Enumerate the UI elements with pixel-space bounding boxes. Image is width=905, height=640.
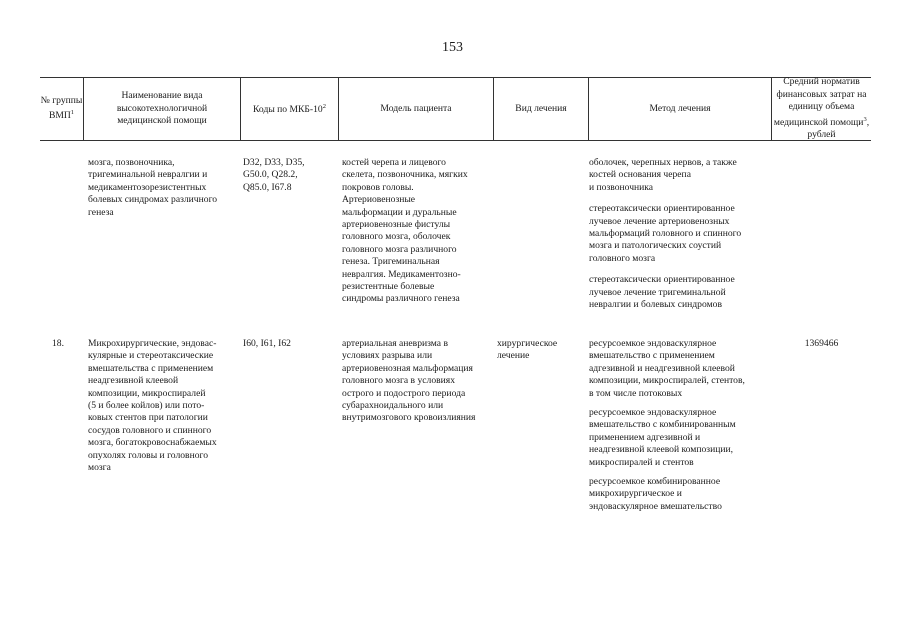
- row18-cost: 1369466: [804, 338, 839, 349]
- header-patient-model: Модель пациента: [380, 102, 452, 114]
- page-number: 153: [442, 40, 463, 55]
- header-icd-codes: Коды по МКБ-$10^2$: [253, 103, 326, 116]
- row18-treatment-methods: [589, 338, 779, 513]
- table-header-bottom-rule: [40, 140, 871, 141]
- method-item: ресурсоемкое эндоваскулярное вмешательство с комбинированным применением адгезивной и неадгезивной клеевой композиции, микроспиралей и стентов: [589, 407, 736, 468]
- row18-treatment-type: хирургическое лечение: [497, 338, 558, 362]
- cont-care-name: мозга, позвоночника, тригеминальной невралгии и медикаментозорезистентных болевых синдромах различного генеза: [88, 157, 218, 218]
- cont-icd-codes: D32, D33, D35, G50.0, Q28.2, Q85.0, I67.8: [243, 157, 305, 193]
- row18-care-name: Микрохирургические, эндовас- кулярные и стереотаксические вмешательства с применением неадгезивной клеевой композиции, микроспиралей (5 и более койлов) или пото- ковых стентов при патологии сосудов головного и спинного мозга, богатокровоснабжаемых опухолях головы и головного мозга: [88, 338, 217, 474]
- header-care-name: Наименование вида высокотехнологичной медицинской помощи: [116, 90, 208, 127]
- method-item: ресурсоемкое комбинированное микрохирургическое и эндоваскулярное вмешательство: [589, 476, 722, 512]
- row18-patient-model: артериальная аневризма в условиях разрыва или артериовенозная мальформация головного мозга в условиях острого и подострого периода субарахноидального или внутримозгового кровоизлияния: [342, 338, 476, 424]
- method-item: стереотаксически ориентированное лучевое лечение тригеминальной невралгии и болевых синдромов: [589, 274, 735, 311]
- header-group-number: № группы ВМП$^1$: [40, 95, 83, 122]
- method-item: оболочек, черепных нервов, а также костей основания черепа и позвоночника: [589, 157, 737, 193]
- method-item: ресурсоемкое эндоваскулярное вмешательство с применением адгезивной и неадгезивной клеевой композиции, микроспиралей, стентов, в том числе потоковых: [589, 338, 745, 399]
- row18-icd-codes: I60, I61, I62: [243, 338, 291, 349]
- header-cost-standard: Средний норматив финансовых затрат на единицу объема медицинской помощи$^3$, рублей: [773, 76, 870, 141]
- cont-patient-model: костей черепа и лицевого скелета, позвоночника, мягких покровов головы. Артериовенозные мальформации и дуральные артериовенозные фистулы головного мозга, оболочек головного мозга различного генеза. Тригеминальная невралгия. Медикаментозно- резистентные болевые синдромы различного генеза: [342, 157, 468, 305]
- header-treatment-method: Метод лечения: [649, 102, 711, 114]
- row18-group-number: 18.: [52, 338, 64, 349]
- header-treatment-type: Вид лечения: [515, 102, 567, 114]
- method-item: стереотаксически ориентированное лучевое лечение артериовенозных мальформаций головного и спинного мозга и патологических соустий головного мозга: [589, 203, 742, 264]
- cont-treatment-methods: [589, 157, 779, 311]
